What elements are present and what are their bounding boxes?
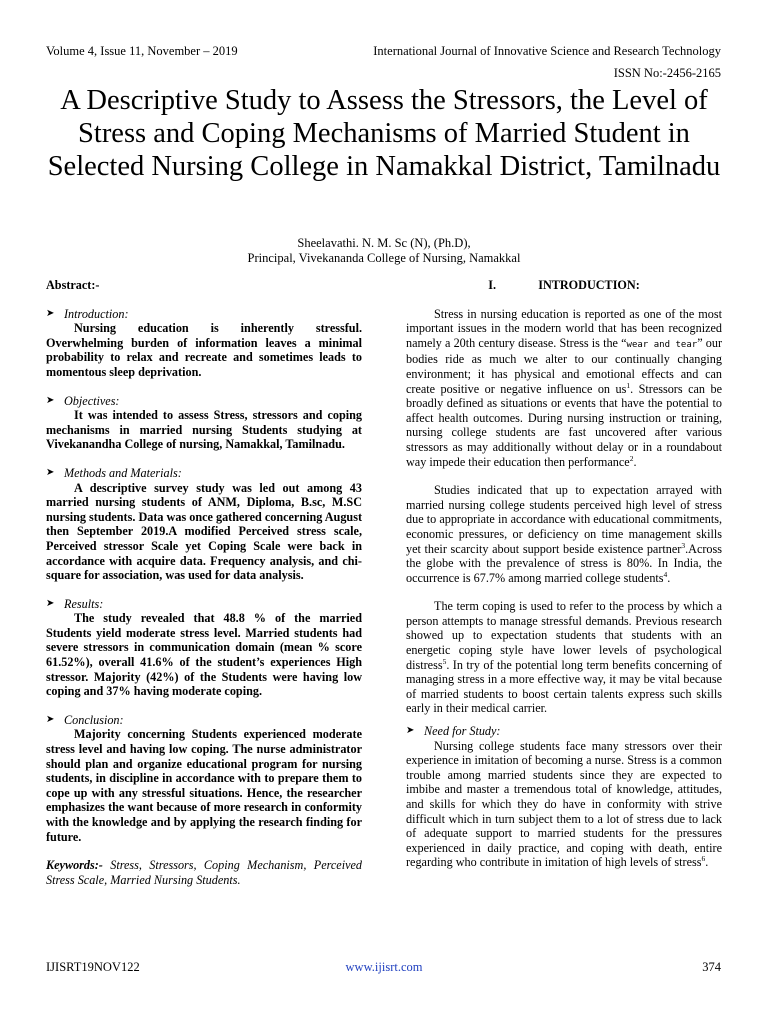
header-issn: ISSN No:-2456-2165: [613, 66, 721, 80]
intro-subheading: [46, 307, 362, 322]
abstract-results-text: The study revealed that 48.8 % of the married Students yield moderate stress level. Married students had severe stressors in communication domain (mean % score 61.52%), overall 41.6% of the student’s experiences High stressor. Majority (42%) of the Students were having low coping and 37% having moderate coping.: [46, 611, 362, 699]
intro-paragraph-1: Stress in nursing education is reported as one of the most important issues in the modern world that has been recognized namely a 20th century disease. Stress is the “wear and tear” our bodies ride as much we alter to our continually changing environment; it has physical and emotional effects and can create positive or negative influence on $us^1$. Stressors can be broadly defined as situations or events that have the potential to affect health outcomes. During nursing instruction or training, nursing college students are fast uncovered after various stressors as may additionally without delay or in a roundabout way impede their education then performance$^2$.: [406, 306, 722, 469]
need-subheading: [406, 724, 722, 739]
citation-ref: 6: [701, 854, 706, 864]
author-affiliation: Principal, Vivekananda College of Nursing, Namakkal: [247, 250, 521, 265]
footer-url[interactable]: www.ijisrt.com: [345, 960, 423, 974]
section-number: I.: [488, 278, 496, 292]
introduction-column: [406, 278, 722, 870]
footer-page-number: 374: [702, 960, 721, 974]
footer-id: IJISRT19NOV122: [46, 960, 140, 974]
abstract-objectives-text: It was intended to assess Stress, stressors and coping mechanisms in married nursing Students studying at Vivekanandha College of nursing, Namakkal, Tamilnadu.: [46, 408, 362, 452]
methods-label: Methods and Materials:: [64, 465, 182, 480]
citation-ref: 1: [626, 380, 631, 390]
header-volume: Volume 4, Issue 11, November – 2019: [46, 44, 238, 58]
citation-ref: 4: [663, 569, 668, 579]
intro-paragraph-4: Nursing college students face many stressors over their experience in imitation of becoming a nurse. Stress is a common trouble among married students since they are expected to imbibe and master a tremendous total of knowledge, attitudes, and skills for which they do have in conformity with strive difficult which in turn subject them to a lot of stress due to lack of adequate support to married students for the pressures experienced in daily practice, and coping with death, entire regarding who contribute in imitation of high levels of stress$^6$.: [406, 738, 722, 870]
header-journal: International Journal of Innovative Science and Research Technology: [373, 44, 721, 58]
citation-ref: 2: [629, 453, 634, 463]
author-block: [0, 236, 768, 265]
conclusion-label: Conclusion:: [64, 712, 124, 727]
arrow-bullet-icon: ➤: [46, 713, 55, 725]
intro-paragraph-2: Studies indicated that up to expectation arrayed with married nursing college students perceived high level of stress due to appropriate in accordance with educational commitments, economic pressures, or deficiency on time management skills yet their scarcity about support beside existence partner$^3$.Across the globe with the prevalence of stress is 80%. In India, the occurrence is 67.7% among married college students$^4$.: [406, 483, 722, 585]
abstract-conclusion-text: Majority concerning Students experienced moderate stress level and having low coping. The nurse administrator should plan and organize educational program for nursing students, in discipline in accordance with to prepare them to cope up with any stressful situations. Hence, the researcher emphasizes the want because of more research in conformity with the knowledge and by applying the research finding for future.: [46, 727, 362, 844]
citation-ref: 3: [681, 540, 686, 550]
objectives-subheading: [46, 394, 362, 409]
abstract-methods-text: A descriptive survey study was led out among 43 married nursing students of ANM, Diploma, B.sc, M.SC nursing students. Data was once gathered concerning August then September 2019.A modified Perceived stress scale, Perceived stressor Scale yet Coping Scale were back in accordance with acquire data. Frequency analysis, and chi-square for association, was used for data analysis.: [46, 480, 362, 583]
intro-paragraph-3: The term coping is used to refer to the process by which a person attempts to manage stressful demands. Previous research showed up to expectation students that students with an energetic coping style have lower levels of psychological distress$^5$. In try of the potential long term benefits concerning of managing stress in a more effective way, it may be vital because of married students to boost certain talents express such skills early in their medical carrier.: [406, 599, 722, 716]
results-subheading: [46, 597, 362, 612]
methods-subheading: [46, 466, 362, 481]
keywords-text: Stress, Stressors, Coping Mechanism, Perceived Stress Scale, Married Nursing Students.: [46, 858, 363, 887]
section-heading: [406, 278, 722, 293]
keywords-label: Keywords:-: [46, 858, 103, 873]
section-title: INTRODUCTION:: [538, 278, 640, 292]
arrow-bullet-icon: ➤: [46, 307, 55, 319]
paper-title: A Descriptive Study to Assess the Stressors, the Level of Stress and Coping Mechanisms of Married Student in Selected Nursing College in Namakkal District, Tamilnadu: [47, 85, 721, 182]
arrow-bullet-icon: ➤: [46, 394, 55, 406]
keywords: [46, 858, 362, 887]
intro-label: Introduction:: [64, 306, 129, 321]
objectives-label: Objectives:: [64, 393, 120, 408]
need-label: Need for Study:: [424, 724, 501, 739]
abstract-column: [46, 278, 362, 887]
abstract-heading: Abstract:-: [46, 278, 100, 292]
conclusion-subheading: [46, 713, 362, 728]
citation-ref: 5: [442, 656, 447, 666]
wear-and-tear-phrase: wear and tear: [626, 339, 698, 350]
author-name: Sheelavathi. N. M. Sc (N), (Ph.D),: [297, 236, 471, 250]
results-label: Results:: [64, 596, 104, 611]
abstract-intro-text: Nursing education is inherently stressful. Overwhelming burden of information leaves a minimal probability to relax and recreate and sometimes leads to momentous sleep deprivation.: [46, 321, 362, 379]
arrow-bullet-icon: ➤: [46, 466, 55, 478]
arrow-bullet-icon: ➤: [46, 597, 55, 609]
arrow-bullet-icon: ➤: [406, 725, 415, 737]
